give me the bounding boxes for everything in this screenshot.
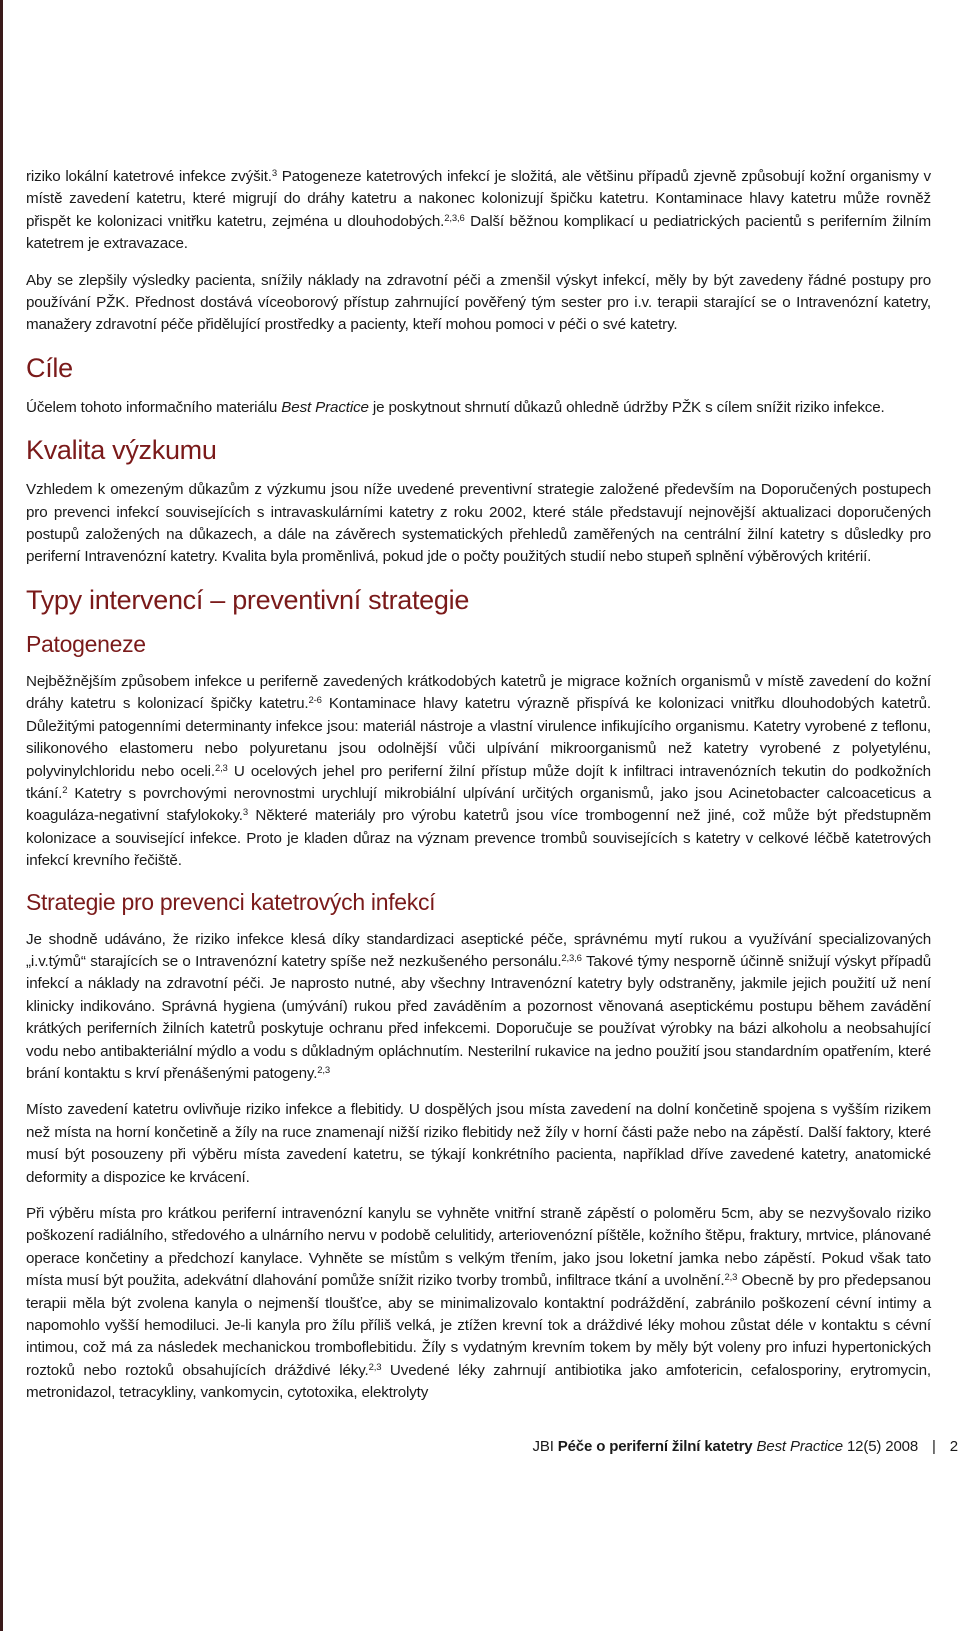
footer-prefix: JBI bbox=[532, 1438, 558, 1455]
citation-superscript: 2,3 bbox=[214, 762, 228, 774]
body-paragraph: Nejběžnějším způsobem infekce u periferně zavedených krátkodobých katetrů je migrace kožních organismů v místě zavedení do kožní dráhy katetru s kolonizací špičky katetru.$^{2-6}$ Kontaminace hlavy katetru výrazně přispívá ke kolonizaci vnitřku dlouhodobých katetrů. Důležitými patogenními determinanty infekce jsou: materiál nástroje a vlastní virulence infikujícího organismu. Katetry vyrobené z teflonu, silikonového elastomeru nebo polyuretanu jsou odolnější vůči ulpívání mikroorganismů než katetry vyrobené z polyetylénu, polyvinylchloridu nebo oceli.$^{2,3}$ U ocelových jehel pro periferní žilní přístup může dojít k infiltraci intravenózních tekutin do podkožních tkání.$^2$ Katetry s povrchovými nerovnostmi urychlují mikrobiální ulpívání určitých organismů, jako jsou Acinetobacter calcoaceticus a koaguláza-negativní stafylokoky.$^3$ Některé materiály pro výrobu katetrů jsou více trombogenní než jiné, což může být předstupněm kolonizace a související infekce. Proto je kladen důraz na význam prevence trombů souvisejících s katetry v celkové léčbě katetrových infekcí krevního řečiště. bbox=[26, 672, 931, 870]
italic-term: Best Practice bbox=[281, 398, 369, 416]
section-heading-typy: Typy intervencí – preventivní strategie bbox=[26, 584, 470, 615]
page-footer bbox=[0, 1436, 958, 1458]
subsection-heading-patogeneze: Patogeneze bbox=[26, 630, 146, 657]
left-margin-rule bbox=[0, 0, 3, 1631]
document-page bbox=[26, 160, 931, 1419]
section-heading-cile: Cíle bbox=[26, 352, 73, 383]
citation-superscript: 2-6 bbox=[308, 695, 322, 707]
subsection-heading-strategie: Strategie pro prevenci katetrových infekcí bbox=[26, 888, 436, 915]
body-paragraph: Místo zavedení katetru ovlivňuje riziko infekce a flebitidy. U dospělých jsou místa zavedení na dolní končetině spojena s vyšším rizikem než místa na horní končetině a žíly na ruce znamenají nižší riziko flebitidy než žíly v horní části paže nebo na zápěstí. Další faktory, které musí být posouzeny při výběru místa zavedení katetru, se týkají konkrétního pacienta, například dříve zavedené katetry, anatomické deformity a dispozice ke krvácení. bbox=[26, 1101, 931, 1186]
citation-superscript: 2,3 bbox=[317, 1064, 331, 1076]
citation-superscript: 3 bbox=[242, 807, 249, 819]
citation-superscript: 3 bbox=[271, 168, 278, 179]
body-paragraph: Vzhledem k omezeným důkazům z výzkumu jsou níže uvedené preventivní strategie založené především na Doporučených postupech pro prevenci infekcí souvisejících s intravaskulárními katetry z roku 2002, které stále představují nejnovější aktualizaci doporučených postupů založených na důkazech, a dále na závěrech systematických přehledů zaměřených na centrální žilní katetry s důsledky pro periferní Intravenózní katetry. Kvalita byla proměnlivá, pokud jde o počty použitých studií nebo stupeň splnění výběrových kritérií. bbox=[26, 481, 931, 566]
body-paragraph: riziko lokální katetrové infekce zvýšit.$^3$ Patogeneze katetrových infekcí je složitá, ale většinu případů zjevně způsobují kožní organismy v místě zavedení katetru, které migrují do dráhy katetru a nakonec kolonizují špičku katetru. Kontaminace hlavy katetru může rovněž přispět ke kolonizaci vnitřku katetru, zejména u dlouhodobých.$^{2,3,6}$ Další běžnou komplikací u pediatrických pacientů s periferním žilním katetrem je extravazace. bbox=[26, 168, 931, 253]
body-paragraph: Při výběru místa pro krátkou periferní intravenózní kanylu se vyhněte vnitřní straně zápěstí o poloměru 5cm, aby se nezvyšovalo riziko poškození radiálního, středového a ulnárního nervu v podobě celulitidy, arteriovenózní píštěle, kožního štěpu, fraktury, mrtvice, plánované operace končetiny a předchozí kanylace. Vyhněte se místům s velkým třením, jako jsou loketní jamka nebo zápěstí. Pokud však tato místa musí být použita, adekvátní dlahování pomůže snížit riziko tvorby trombů, infiltrace tkání a uvolnění.$^{2,3}$ Obecně by pro předepsanou terapii měla být zvolena kanyla o nejmenší tloušťce, aby se minimalizovalo kontaktní podráždění, zabránilo poškození cévní intimy a napomohlo vyšší hemodiluci. Je-li kanyla pro žílu příliš velká, je ztížen krevní tok a dráždivé léky mohou zůstat déle v kontaktu s cévní intimou, což má za následek mechanickou tromboflebitidu. Žíly s vydatným krevním tokem by měly být voleny pro infuzi hypertonických roztoků nebo roztoků obsahujících dráždivé léky.$^{2,3}$ Uvedené léky zahrnují antibiotika jako amfotericin, cefalosporiny, erytromycin, metronidazol, tetracykliny, vankomycin, cytotoxika, elektrolyty bbox=[26, 1205, 931, 1402]
citation-superscript: 2,3,6 bbox=[444, 212, 465, 224]
footer-separator: | bbox=[932, 1438, 936, 1455]
citation-superscript: 2,3,6 bbox=[561, 952, 582, 964]
body-paragraph: Aby se zlepšily výsledky pacienta, snížily náklady na zdravotní péči a zmenšil výskyt infekcí, měly by být zavedeny řádné postupy pro používání PŽK. Přednost dostává víceoborový přístup zahrnující pověřený tým sester pro i.v. terapii starající se o Intravenózní katetry, manažery zdravotní péče přidělující prostředky a pacienty, kteří mohou pomoci v péči o své katetry. bbox=[26, 271, 931, 334]
citation-superscript: 2,3 bbox=[724, 1272, 738, 1284]
footer-issue: 12(5) 2008 bbox=[846, 1438, 919, 1455]
citation-superscript: 2,3 bbox=[368, 1361, 382, 1373]
page-number: 2 bbox=[949, 1438, 958, 1455]
section-heading-kvalita: Kvalita výzkumu bbox=[26, 435, 217, 466]
citation-superscript: 2 bbox=[62, 784, 68, 796]
footer-series: Best Practice bbox=[756, 1438, 843, 1455]
body-paragraph: Je shodně udáváno, že riziko infekce klesá díky standardizaci aseptické péče, správnému mytí rukou a využívání specializovaných „i.v.týmů“ starajících se o Intravenózní katetry spíše než nezkušeného personálu.$^{2,3,6}$ Takové týmy nesporně účinně snižují výskyt případů infekcí a náklady na zdravotní péči. Je naprosto nutné, aby všechny Intravenózní katetry byly odstraněny, jakmile jejich použití už není klinicky indikováno. Správná hygiena (umývání) rukou před zaváděním a pozornost věnovaná aseptickému postupu během zavádění krátkých periferních žilních katetrů poskytuje ochranu před infekcemi. Doporučuje se používat výrobky na bázi alkoholu a neobsahující vodu nebo antibakteriální mýdlo a vodu s důkladným opláchnutím. Nesterilní rukavice na jedno použití jsou standardním opatřením, které brání kontaktu s krví přenášenými patogeny.$^{2,3}$ bbox=[26, 930, 931, 1082]
body-paragraph: Účelem tohoto informačního materiálu Best Practice je poskytnout shrnutí důkazů ohledně údržby PŽK s cílem snížit riziko infekce. bbox=[26, 398, 885, 416]
footer-title: Péče o periferní žilní katetry bbox=[557, 1438, 753, 1455]
